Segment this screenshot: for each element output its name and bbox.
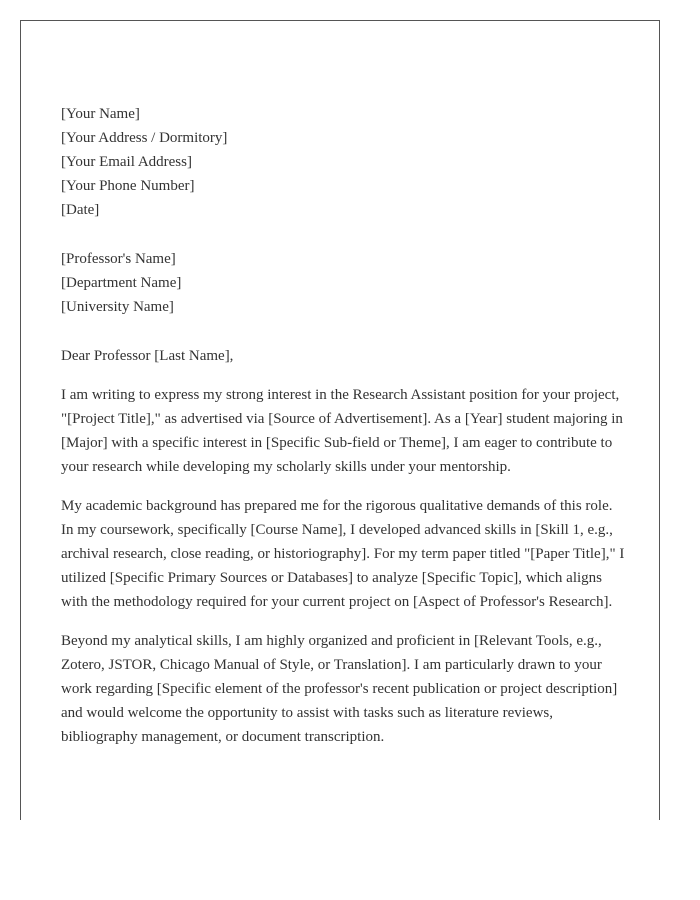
recipient-block: [61, 247, 626, 319]
body-paragraph-background: My academic background has prepared me for the rigorous qualitative demands of this role. In my coursework, specifically [Course Name], I developed advanced skills in [Skill 1, e.g., archival research, close reading, or historiography]. For my term paper titled "[Paper Title]," I utilized [Specific Primary Sources or Databases] to analyze [Specific Topic], which aligns with the methodology required for your current project on [Aspect of Professor's Research].: [61, 498, 625, 610]
sender-phone: [Your Phone Number]: [61, 178, 195, 194]
letter-content: [61, 102, 626, 764]
sender-address: [Your Address / Dormitory]: [61, 130, 228, 146]
letter-date: [Date]: [61, 202, 100, 218]
recipient-university: [University Name]: [61, 299, 174, 315]
sender-name: [Your Name]: [61, 106, 140, 122]
recipient-department: [Department Name]: [61, 275, 182, 291]
salutation: Dear Professor [Last Name],: [61, 348, 234, 364]
body-paragraph-intro: I am writing to express my strong interest in the Research Assistant position for your project, "[Project Title]," as advertised via [Source of Advertisement]. As a [Year] student majoring in [Major] with a specific interest in [Specific Sub-field or Theme], I am eager to contribute to your research while developing my scholarly skills under your mentorship.: [61, 387, 623, 475]
body-paragraph-skills: Beyond my analytical skills, I am highly organized and proficient in [Relevant Tools, e.g., Zotero, JSTOR, Chicago Manual of Style, or Translation]. I am particularly drawn to your work regarding [Specific element of the professor's recent publication or project description] and would welcome the opportunity to assist with tasks such as literature reviews, bibliography management, or document transcription.: [61, 633, 618, 745]
sender-block: [61, 102, 626, 222]
letter-page: [20, 20, 660, 820]
sender-email: [Your Email Address]: [61, 154, 192, 170]
recipient-name: [Professor's Name]: [61, 251, 176, 267]
